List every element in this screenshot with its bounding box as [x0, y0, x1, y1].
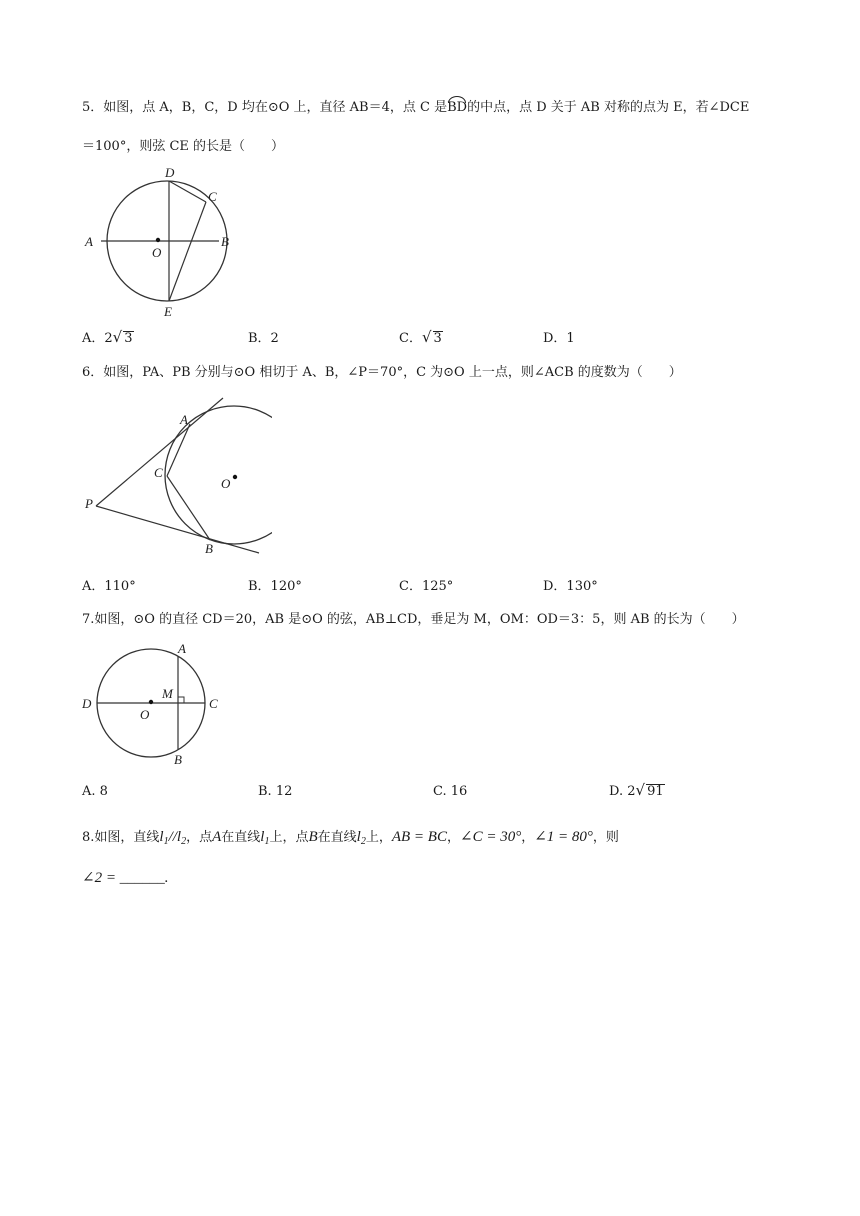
q7-label-b: B [174, 752, 182, 767]
q6-chord-ac [167, 424, 190, 476]
q7-label-c: C [209, 696, 218, 711]
q8-stem-line2: ∠2 = ______. [82, 870, 169, 886]
q5-option-c-text: C． [399, 331, 422, 346]
q5-option-a[interactable] [82, 327, 134, 346]
q7-label-o: O [140, 707, 150, 722]
q6-option-a[interactable]: A．110° [82, 579, 136, 594]
q6-option-c[interactable]: C．125° [399, 579, 454, 594]
q6-label-p: P [85, 496, 93, 511]
q8-l1-sub: 1 [163, 836, 169, 847]
q7-option-b[interactable]: B. 12 [258, 784, 293, 799]
q7-figure-svg [82, 638, 232, 770]
q8-text-1: 8.如图，直线 [82, 830, 160, 845]
q7-option-d-radicand: 91 [647, 784, 664, 799]
q7-option-a[interactable]: A. 8 [82, 784, 108, 799]
q8-line-l1 [159, 829, 186, 845]
q8-l1-letter: l [159, 829, 164, 845]
q5-stem-line1 [82, 96, 749, 115]
q5-label-o: O [152, 245, 162, 260]
q8-l1b-letter: l [260, 829, 265, 845]
q5-option-d[interactable]: D．1 [543, 331, 575, 346]
q5-figure-svg [82, 162, 252, 322]
q5-label-e: E [164, 304, 172, 319]
q7-right-angle-mark [178, 697, 184, 703]
q6-label-a: A [180, 412, 188, 427]
q5-option-b[interactable]: B．2 [248, 331, 279, 346]
q5-text-b: 的中点，点 D 关于 AB 对称的点为 E，若∠DCE [467, 100, 750, 115]
q6-tangent-pb [96, 506, 259, 553]
q5-label-b: B [221, 234, 229, 249]
q6-figure [82, 392, 272, 566]
q8-eq-angle-c: ∠C = 30° [460, 829, 522, 845]
q7-label-a: A [178, 641, 186, 656]
q8-text-6: 上， [365, 830, 392, 845]
q6-tangent-pa [96, 398, 223, 506]
q8-text-2: ，点 [186, 830, 213, 845]
sqrt-icon: √ [112, 328, 123, 346]
q5-arc-bd: BD [447, 100, 468, 115]
q7-label-d: D [82, 696, 92, 711]
q8-stem-line1 [82, 826, 619, 847]
q6-label-c: C [154, 465, 163, 480]
q7-option-d-text: D. 2 [609, 784, 636, 799]
q8-eq-angle-1: ∠1 = 80° [534, 829, 593, 845]
q8-text-7: ， [446, 830, 460, 845]
sqrt-icon: √ [421, 328, 432, 346]
q8-parallel: // [168, 829, 177, 845]
q7-label-m: M [162, 686, 173, 701]
q8-eq-ab-bc: AB = BC [391, 829, 447, 845]
q6-option-d[interactable]: D．130° [543, 579, 598, 594]
q8-text-8: ， [521, 830, 535, 845]
q8-text-5: 在直线 [317, 830, 357, 845]
q7-stem: 7.如图，⊙O 的直径 CD＝20，AB 是⊙O 的弦，AB⊥CD，垂足为 M，OM：OD＝3：5，则 AB 的长为（ ） [82, 612, 745, 627]
q7-option-d[interactable] [609, 781, 665, 799]
q5-option-a-radicand: 3 [124, 331, 133, 346]
q8-point-b: B [308, 829, 318, 845]
q5-label-d: D [165, 165, 175, 180]
q5-center-dot [156, 238, 160, 242]
q5-figure [82, 162, 252, 326]
sqrt-icon: √ [635, 781, 646, 799]
q8-text-4: 上，点 [269, 830, 309, 845]
q6-label-o: O [221, 476, 231, 491]
q5-text-a: 5．如图，点 A，B，C，D 均在⊙O 上，直径 AB＝4，点 C 是 [82, 100, 448, 115]
q5-option-c-radicand: 3 [433, 331, 442, 346]
q8-l2b-letter: l [356, 829, 361, 845]
q7-figure [82, 638, 232, 774]
q7-option-c[interactable]: C. 16 [433, 784, 468, 799]
q8-text-3: 在直线 [221, 830, 261, 845]
q6-label-b: B [205, 541, 213, 556]
q5-label-a: A [85, 234, 93, 249]
q8-text-9: ，则 [592, 830, 619, 845]
q6-option-b[interactable]: B．120° [248, 579, 302, 594]
q8-l2-letter: l [176, 829, 182, 845]
q8-line-l2b [357, 829, 366, 845]
q5-label-c: C [208, 189, 217, 204]
q5-option-a-text: A．2 [82, 331, 113, 346]
q8-l1b-sub: 1 [264, 836, 270, 847]
q5-option-c[interactable] [399, 327, 443, 346]
q5-chord-ce [169, 202, 206, 301]
q5-stem-line2: ＝100°，则弦 CE 的长是（ ） [82, 139, 285, 154]
q6-stem: 6．如图，PA、PB 分别与⊙O 相切于 A、B，∠P＝70°，C 为⊙O 上一点，则∠ACB 的度数为（ ） [82, 365, 682, 380]
q6-center-dot [233, 475, 237, 479]
q7-center-dot [149, 700, 153, 704]
q8-l2b-sub: 2 [360, 836, 366, 847]
q6-figure-svg [82, 392, 272, 562]
q8-point-a: A [212, 829, 222, 845]
q8-l2-sub: 2 [181, 836, 187, 847]
